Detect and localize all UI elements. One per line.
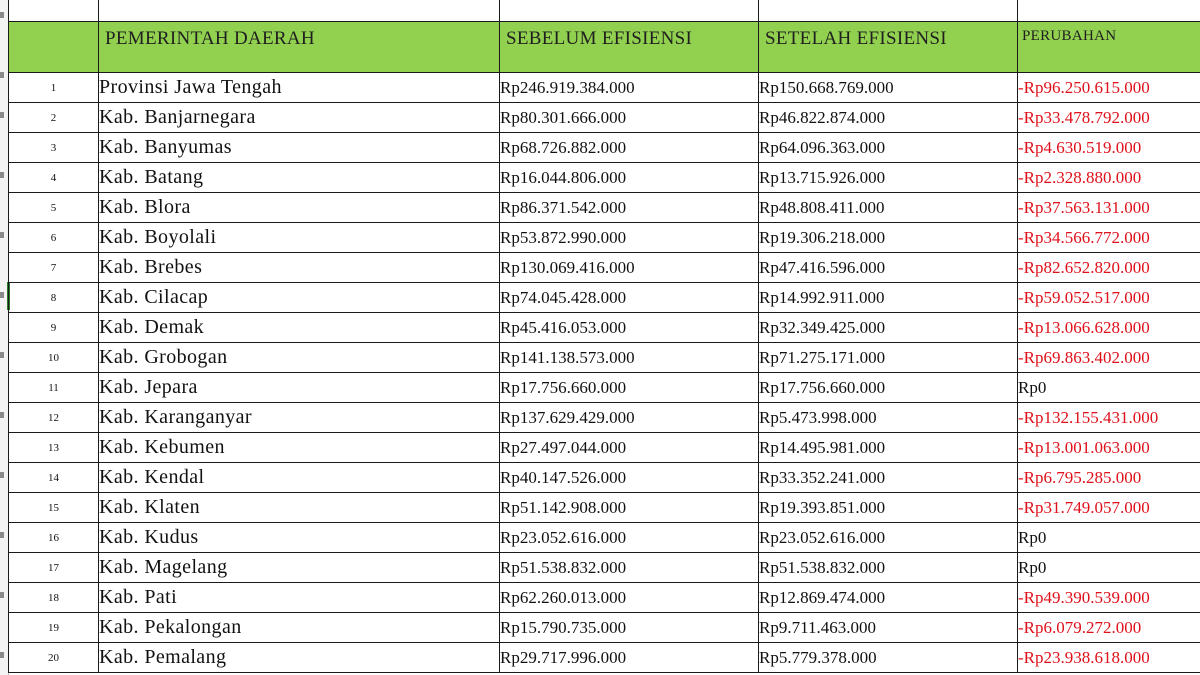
- table-row: [9, 313, 1200, 343]
- table-row: [9, 73, 1200, 103]
- row-number-cell[interactable]: 11: [9, 373, 99, 403]
- government-name-cell[interactable]: Kab. Pati: [99, 583, 500, 613]
- change-value-cell[interactable]: Rp0: [1018, 523, 1200, 553]
- government-name-cell[interactable]: Kab. Blora: [99, 193, 500, 223]
- cell[interactable]: [759, 0, 1018, 22]
- after-value-cell[interactable]: Rp47.416.596.000: [759, 253, 1018, 283]
- after-value-cell[interactable]: Rp32.349.425.000: [759, 313, 1018, 343]
- row-number-cell[interactable]: 17: [9, 553, 99, 583]
- gutter-tick: [0, 172, 4, 178]
- after-value-cell[interactable]: Rp150.668.769.000: [759, 73, 1018, 103]
- header-cell-number[interactable]: [9, 22, 99, 73]
- row-number-cell[interactable]: 18: [9, 583, 99, 613]
- before-value-cell[interactable]: Rp51.538.832.000: [500, 553, 759, 583]
- efficiency-table: [8, 0, 1200, 673]
- before-value-cell[interactable]: Rp29.717.996.000: [500, 643, 759, 673]
- change-value-cell[interactable]: -Rp31.749.057.000: [1018, 493, 1200, 523]
- table-row: [9, 103, 1200, 133]
- change-value-cell[interactable]: -Rp49.390.539.000: [1018, 583, 1200, 613]
- gutter-tick: [0, 472, 4, 478]
- change-value-cell[interactable]: -Rp37.563.131.000: [1018, 193, 1200, 223]
- after-value-cell[interactable]: Rp14.495.981.000: [759, 433, 1018, 463]
- table-row: [9, 643, 1200, 673]
- government-name-cell[interactable]: Kab. Banyumas: [99, 133, 500, 163]
- government-name-cell[interactable]: Kab. Banjarnegara: [99, 103, 500, 133]
- table-row: [9, 253, 1200, 283]
- table-row: [9, 163, 1200, 193]
- gutter-tick: [0, 532, 4, 538]
- blank-row: [9, 0, 1200, 22]
- cell[interactable]: [1018, 0, 1200, 22]
- before-value-cell[interactable]: Rp17.756.660.000: [500, 373, 759, 403]
- change-value-cell[interactable]: -Rp13.001.063.000: [1018, 433, 1200, 463]
- government-name-cell[interactable]: Kab. Cilacap: [99, 283, 500, 313]
- government-name-cell[interactable]: Kab. Kudus: [99, 523, 500, 553]
- table-row: [9, 523, 1200, 553]
- change-value-cell[interactable]: -Rp23.938.618.000: [1018, 643, 1200, 673]
- table-row: [9, 613, 1200, 643]
- before-value-cell[interactable]: Rp246.919.384.000: [500, 73, 759, 103]
- before-value-cell[interactable]: Rp141.138.573.000: [500, 343, 759, 373]
- row-number-cell[interactable]: 6: [9, 223, 99, 253]
- change-value-cell[interactable]: -Rp4.630.519.000: [1018, 133, 1200, 163]
- gutter-tick: [0, 652, 4, 658]
- row-number-cell[interactable]: 15: [9, 493, 99, 523]
- before-value-cell[interactable]: Rp137.629.429.000: [500, 403, 759, 433]
- after-value-cell[interactable]: Rp51.538.832.000: [759, 553, 1018, 583]
- row-number-cell[interactable]: 5: [9, 193, 99, 223]
- change-value-cell[interactable]: -Rp69.863.402.000: [1018, 343, 1200, 373]
- gutter-tick: [0, 412, 4, 418]
- header-cell-before[interactable]: SEBELUM EFISIENSI: [500, 22, 759, 73]
- before-value-cell[interactable]: Rp27.497.044.000: [500, 433, 759, 463]
- table-row: [9, 403, 1200, 433]
- header-cell-government[interactable]: PEMERINTAH DAERAH: [99, 22, 500, 73]
- after-value-cell[interactable]: Rp64.096.363.000: [759, 133, 1018, 163]
- before-value-cell[interactable]: Rp53.872.990.000: [500, 223, 759, 253]
- change-value-cell[interactable]: -Rp33.478.792.000: [1018, 103, 1200, 133]
- change-value-cell[interactable]: -Rp6.795.285.000: [1018, 463, 1200, 493]
- table-row: [9, 493, 1200, 523]
- before-value-cell[interactable]: Rp40.147.526.000: [500, 463, 759, 493]
- after-value-cell[interactable]: Rp33.352.241.000: [759, 463, 1018, 493]
- table-row: [9, 433, 1200, 463]
- table-row: [9, 193, 1200, 223]
- row-number-cell[interactable]: 3: [9, 133, 99, 163]
- table-row: [9, 553, 1200, 583]
- gutter-tick: [0, 292, 4, 298]
- after-value-cell[interactable]: Rp12.869.474.000: [759, 583, 1018, 613]
- before-value-cell[interactable]: Rp86.371.542.000: [500, 193, 759, 223]
- after-value-cell[interactable]: Rp14.992.911.000: [759, 283, 1018, 313]
- before-value-cell[interactable]: Rp68.726.882.000: [500, 133, 759, 163]
- after-value-cell[interactable]: Rp5.779.378.000: [759, 643, 1018, 673]
- change-value-cell[interactable]: Rp0: [1018, 373, 1200, 403]
- before-value-cell[interactable]: Rp130.069.416.000: [500, 253, 759, 283]
- change-value-cell[interactable]: -Rp2.328.880.000: [1018, 163, 1200, 193]
- government-name-cell[interactable]: Kab. Klaten: [99, 493, 500, 523]
- table-row: [9, 133, 1200, 163]
- cell[interactable]: [9, 0, 99, 22]
- before-value-cell[interactable]: Rp62.260.013.000: [500, 583, 759, 613]
- after-value-cell[interactable]: Rp13.715.926.000: [759, 163, 1018, 193]
- after-value-cell[interactable]: Rp48.808.411.000: [759, 193, 1018, 223]
- row-number-cell[interactable]: 7: [9, 253, 99, 283]
- gutter-tick: [0, 592, 4, 598]
- change-value-cell[interactable]: -Rp132.155.431.000: [1018, 403, 1200, 433]
- before-value-cell[interactable]: Rp80.301.666.000: [500, 103, 759, 133]
- government-name-cell[interactable]: Kab. Demak: [99, 313, 500, 343]
- after-value-cell[interactable]: Rp19.306.218.000: [759, 223, 1018, 253]
- row-number-cell[interactable]: 14: [9, 463, 99, 493]
- government-name-cell[interactable]: Kab. Boyolali: [99, 223, 500, 253]
- header-row: [9, 22, 1200, 73]
- row-number-cell[interactable]: 4: [9, 163, 99, 193]
- row-number-cell[interactable]: 9: [9, 313, 99, 343]
- gutter-tick: [0, 232, 4, 238]
- after-value-cell[interactable]: Rp19.393.851.000: [759, 493, 1018, 523]
- government-name-cell[interactable]: Kab. Magelang: [99, 553, 500, 583]
- after-value-cell[interactable]: Rp71.275.171.000: [759, 343, 1018, 373]
- change-value-cell[interactable]: -Rp59.052.517.000: [1018, 283, 1200, 313]
- cell[interactable]: [99, 0, 500, 22]
- table-row: [9, 373, 1200, 403]
- government-name-cell[interactable]: Kab. Pemalang: [99, 643, 500, 673]
- change-value-cell[interactable]: Rp0: [1018, 553, 1200, 583]
- row-number-cell[interactable]: 1: [9, 73, 99, 103]
- before-value-cell[interactable]: Rp16.044.806.000: [500, 163, 759, 193]
- row-number-cell[interactable]: 20: [9, 643, 99, 673]
- government-name-cell[interactable]: Kab. Pekalongan: [99, 613, 500, 643]
- table-row: [9, 463, 1200, 493]
- header-cell-change[interactable]: PERUBAHAN: [1018, 22, 1200, 73]
- gutter-tick: [0, 112, 4, 118]
- after-value-cell[interactable]: Rp9.711.463.000: [759, 613, 1018, 643]
- before-value-cell[interactable]: Rp23.052.616.000: [500, 523, 759, 553]
- row-number-cell[interactable]: 2: [9, 103, 99, 133]
- after-value-cell[interactable]: Rp5.473.998.000: [759, 403, 1018, 433]
- change-value-cell[interactable]: -Rp82.652.820.000: [1018, 253, 1200, 283]
- after-value-cell[interactable]: Rp46.822.874.000: [759, 103, 1018, 133]
- change-value-cell[interactable]: -Rp6.079.272.000: [1018, 613, 1200, 643]
- after-value-cell[interactable]: Rp17.756.660.000: [759, 373, 1018, 403]
- government-name-cell[interactable]: Kab. Grobogan: [99, 343, 500, 373]
- change-value-cell[interactable]: -Rp34.566.772.000: [1018, 223, 1200, 253]
- row-number-cell[interactable]: 8: [9, 283, 99, 313]
- gutter-tick: [0, 72, 4, 78]
- change-value-cell[interactable]: -Rp96.250.615.000: [1018, 73, 1200, 103]
- gutter-tick: [0, 12, 4, 18]
- after-value-cell[interactable]: Rp23.052.616.000: [759, 523, 1018, 553]
- table-row: [9, 343, 1200, 373]
- before-value-cell[interactable]: Rp15.790.735.000: [500, 613, 759, 643]
- government-name-cell[interactable]: Provinsi Jawa Tengah: [99, 73, 500, 103]
- government-name-cell[interactable]: Kab. Kendal: [99, 463, 500, 493]
- government-name-cell[interactable]: Kab. Kebumen: [99, 433, 500, 463]
- row-number-cell[interactable]: 12: [9, 403, 99, 433]
- row-number-cell[interactable]: 13: [9, 433, 99, 463]
- change-value-cell[interactable]: -Rp13.066.628.000: [1018, 313, 1200, 343]
- table-row: [9, 583, 1200, 613]
- row-number-cell[interactable]: 16: [9, 523, 99, 553]
- row-number-cell[interactable]: 10: [9, 343, 99, 373]
- table-row: [9, 223, 1200, 253]
- government-name-cell[interactable]: Kab. Karanganyar: [99, 403, 500, 433]
- before-value-cell[interactable]: Rp74.045.428.000: [500, 283, 759, 313]
- table-row: [9, 283, 1200, 313]
- cell[interactable]: [500, 0, 759, 22]
- before-value-cell[interactable]: Rp45.416.053.000: [500, 313, 759, 343]
- before-value-cell[interactable]: Rp51.142.908.000: [500, 493, 759, 523]
- row-number-cell[interactable]: 19: [9, 613, 99, 643]
- gutter-tick: [0, 352, 4, 358]
- header-cell-after[interactable]: SETELAH EFISIENSI: [759, 22, 1018, 73]
- government-name-cell[interactable]: Kab. Jepara: [99, 373, 500, 403]
- government-name-cell[interactable]: Kab. Brebes: [99, 253, 500, 283]
- government-name-cell[interactable]: Kab. Batang: [99, 163, 500, 193]
